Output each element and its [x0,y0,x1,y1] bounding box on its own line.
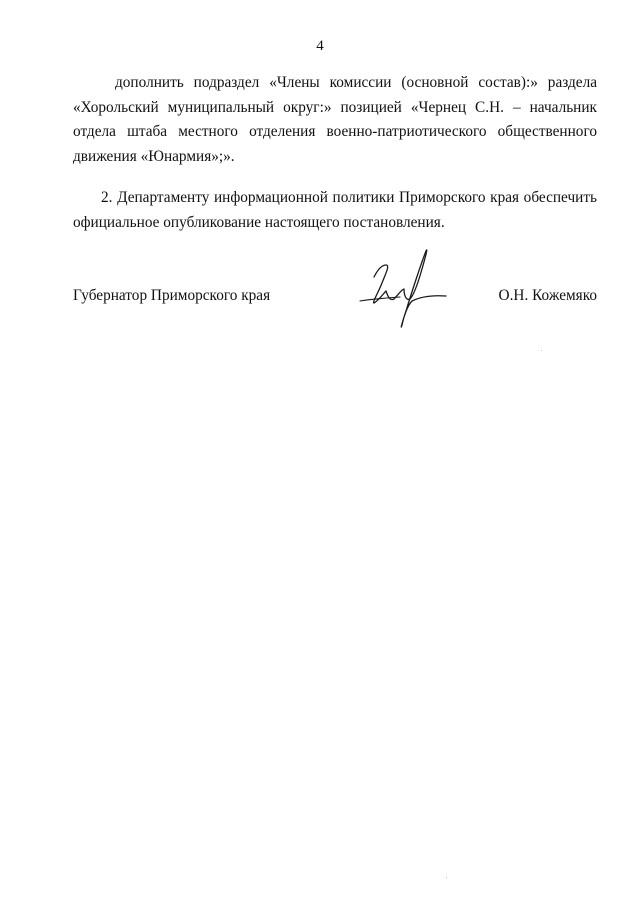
signature-block [73,287,597,311]
handwritten-signature [352,241,448,333]
paragraph-amendment: дополнить подраздел «Члены комиссии (основной состав):» раздела «Хорольский муниципальный округ:» позицией «Чернец С.Н. – начальник отдела штаба местного отделения военно-патриотического общественного движения «Юнармия»;». [73,74,597,165]
page-number: 4 [316,38,324,54]
scan-speck [446,877,447,878]
paragraph-publication: 2. Департаменту информационной политики Приморского края обеспечить официальное опубликование настоящего постановления. [73,189,597,231]
signatory-name: О.Н. Кожемяко [498,287,597,304]
signatory-position: Губернатор Приморского края [73,287,271,304]
scan-speck [541,350,542,351]
